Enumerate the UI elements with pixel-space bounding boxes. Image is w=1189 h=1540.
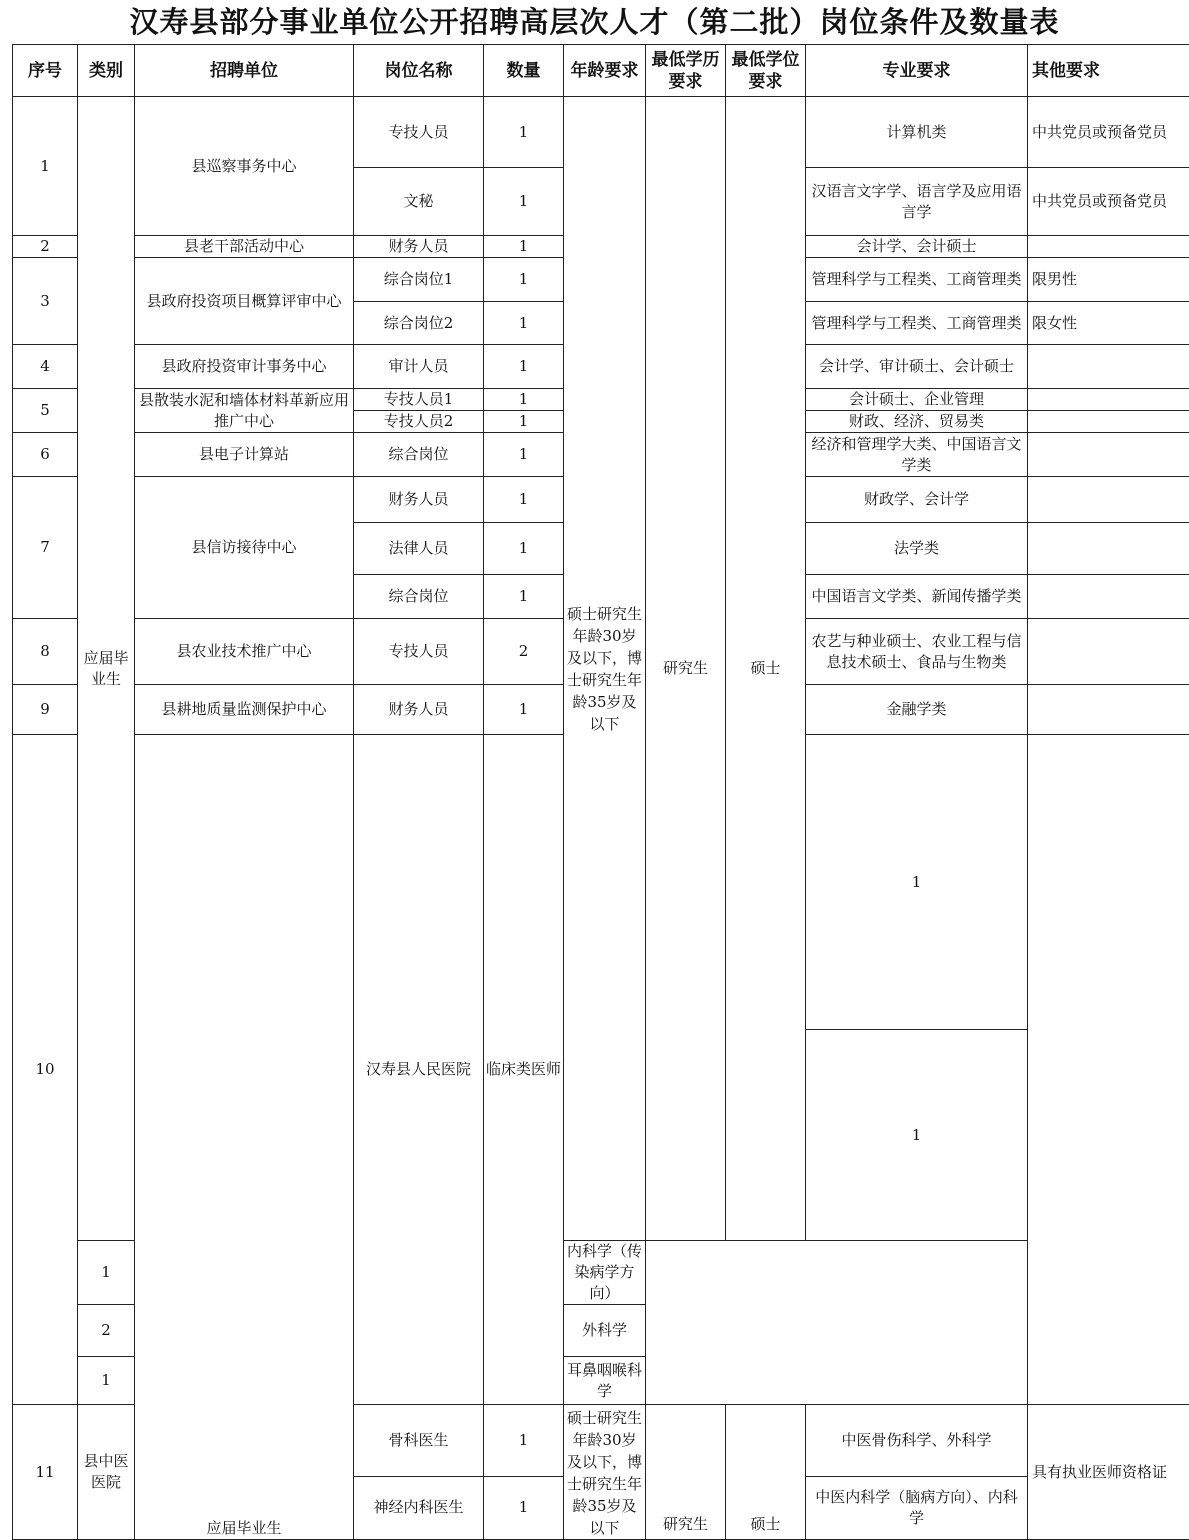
row-no: 9 (13, 685, 78, 735)
major-cell: 会计学、会计硕士 (806, 236, 1028, 258)
other-cell (1028, 477, 1189, 523)
other-cell (1028, 411, 1189, 433)
position-cell: 财务人员 (354, 477, 484, 523)
other-cell: 限女性 (1028, 302, 1189, 345)
position-cell: 综合岗位1 (354, 258, 484, 302)
header-age: 年龄要求 (564, 45, 646, 97)
position-cell: 法律人员 (354, 523, 484, 575)
unit-cell: 县信访接待中心 (135, 477, 354, 619)
major-cell: 会计硕士、企业管理 (806, 389, 1028, 411)
count-cell: 1 (806, 735, 1028, 1030)
major-cell: 经济和管理学大类、中国语言文学类 (806, 433, 1028, 477)
position-cell: 综合岗位 (354, 575, 484, 619)
header-category: 类别 (78, 45, 135, 97)
count-cell: 1 (484, 433, 564, 477)
count-cell: 1 (484, 302, 564, 345)
major-cell: 农艺与种业硕士、农业工程与信息技术硕士、食品与生物类 (806, 619, 1028, 685)
header-unit: 招聘单位 (135, 45, 354, 97)
degree-cell: 硕士 (726, 97, 806, 1241)
header-edu: 最低学历要求 (646, 45, 726, 97)
count-cell: 1 (78, 1357, 135, 1405)
row-no: 5 (13, 389, 78, 433)
header-major: 专业要求 (806, 45, 1028, 97)
position-cell: 审计人员 (354, 345, 484, 389)
position-cell: 专技人员 (354, 619, 484, 685)
count-cell: 1 (484, 236, 564, 258)
unit-cell: 县耕地质量监测保护中心 (135, 685, 354, 735)
major-cell: 耳鼻咽喉科学 (564, 1357, 646, 1405)
header-degree: 最低学位要求 (726, 45, 806, 97)
major-cell: 法学类 (806, 523, 1028, 575)
header-count: 数量 (484, 45, 564, 97)
count-cell: 1 (78, 1241, 135, 1305)
row-no: 2 (13, 236, 78, 258)
major-cell: 管理科学与工程类、工商管理类 (806, 258, 1028, 302)
other-cell (1028, 236, 1189, 258)
position-cell: 财务人员 (354, 236, 484, 258)
other-cell (1028, 345, 1189, 389)
major-cell: 计算机类 (806, 97, 1028, 168)
major-cell: 会计学、审计硕士、会计硕士 (806, 345, 1028, 389)
count-cell: 1 (484, 97, 564, 168)
position-cell: 综合岗位2 (354, 302, 484, 345)
unit-cell: 县政府投资项目概算评审中心 (135, 258, 354, 345)
row-no: 6 (13, 433, 78, 477)
unit-cell: 县散装水泥和墙体材料革新应用推广中心 (135, 389, 354, 433)
count-cell: 1 (484, 523, 564, 575)
row-no: 4 (13, 345, 78, 389)
count-cell: 1 (484, 477, 564, 523)
header-other: 其他要求 (1028, 45, 1189, 97)
other-cell: 限男性 (1028, 258, 1189, 302)
unit-cell: 县政府投资审计事务中心 (135, 345, 354, 389)
unit-cell: 县中医医院 (78, 1405, 135, 1540)
row-no: 11 (13, 1405, 78, 1540)
position-cell: 骨科医生 (354, 1405, 484, 1477)
count-cell: 1 (484, 411, 564, 433)
position-cell: 财务人员 (354, 685, 484, 735)
count-cell: 2 (484, 619, 564, 685)
major-cell: 管理科学与工程类、工商管理类 (806, 302, 1028, 345)
major-cell: 金融学类 (806, 685, 1028, 735)
unit-cell: 县农业技术推广中心 (135, 619, 354, 685)
major-cell: 中国语言文学类、新闻传播学类 (806, 575, 1028, 619)
age-cell: 硕士研究生年龄30岁及以下，博士研究生年龄35岁及以下 (564, 97, 646, 1241)
position-cell: 专技人员1 (354, 389, 484, 411)
count-cell: 1 (484, 685, 564, 735)
category-cell: 应届毕业生 (135, 735, 354, 1540)
count-cell: 1 (806, 1030, 1028, 1241)
position-cell: 文秘 (354, 168, 484, 236)
count-cell: 1 (484, 575, 564, 619)
position-cell: 临床类医师 (484, 735, 564, 1405)
count-cell: 2 (78, 1305, 135, 1357)
other-cell (1028, 685, 1189, 735)
count-cell: 1 (484, 345, 564, 389)
row-no: 3 (13, 258, 78, 345)
unit-cell: 汉寿县人民医院 (354, 735, 484, 1405)
position-cell: 神经内科医生 (354, 1476, 484, 1539)
other-cell (1028, 575, 1189, 619)
row-no: 7 (13, 477, 78, 619)
other-cell (1028, 389, 1189, 411)
age-cell-empty (1028, 735, 1189, 1405)
row-no: 1 (13, 97, 78, 236)
position-cell: 专技人员 (354, 97, 484, 168)
header-no: 序号 (13, 45, 78, 97)
recruitment-table (12, 44, 1189, 1540)
count-cell: 1 (484, 1405, 564, 1477)
other-cell: 中共党员或预备党员 (1028, 168, 1189, 236)
header-position: 岗位名称 (354, 45, 484, 97)
major-cell: 内科学（传染病学方向） (564, 1241, 646, 1305)
other-cell (1028, 433, 1189, 477)
age-cell: 硕士研究生年龄30岁及以下，博士研究生年龄35岁及以下 (564, 1405, 646, 1540)
edu-cell: 研究生 (646, 97, 726, 1241)
other-cell: 中共党员或预备党员 (1028, 97, 1189, 168)
degree-cell: 硕士 (726, 1405, 806, 1540)
other-cell (1028, 523, 1189, 575)
other-cell: 具有执业医师资格证 (1028, 1405, 1189, 1540)
table-row (13, 97, 1189, 168)
position-cell: 综合岗位 (354, 433, 484, 477)
row-no: 10 (13, 735, 78, 1405)
count-cell: 1 (484, 258, 564, 302)
major-cell: 财政、经济、贸易类 (806, 411, 1028, 433)
position-cell: 专技人员2 (354, 411, 484, 433)
count-cell: 1 (484, 1476, 564, 1539)
major-cell: 中医骨伤科学、外科学 (806, 1405, 1028, 1477)
major-cell: 财政学、会计学 (806, 477, 1028, 523)
count-cell: 1 (484, 168, 564, 236)
major-cell: 汉语言文字学、语言学及应用语言学 (806, 168, 1028, 236)
unit-cell: 县老干部活动中心 (135, 236, 354, 258)
category-cell: 应届毕业生 (78, 97, 135, 1241)
unit-cell: 县巡察事务中心 (135, 97, 354, 236)
unit-cell: 县电子计算站 (135, 433, 354, 477)
page-title: 汉寿县部分事业单位公开招聘高层次人才（第二批）岗位条件及数量表 (0, 2, 1189, 42)
row-no: 8 (13, 619, 78, 685)
header-row (13, 45, 1189, 97)
other-cell (1028, 619, 1189, 685)
major-cell: 中医内科学（脑病方向）、内科学 (806, 1476, 1028, 1539)
major-cell: 外科学 (564, 1305, 646, 1357)
edu-cell: 研究生 (646, 1405, 726, 1540)
count-cell: 1 (484, 389, 564, 411)
